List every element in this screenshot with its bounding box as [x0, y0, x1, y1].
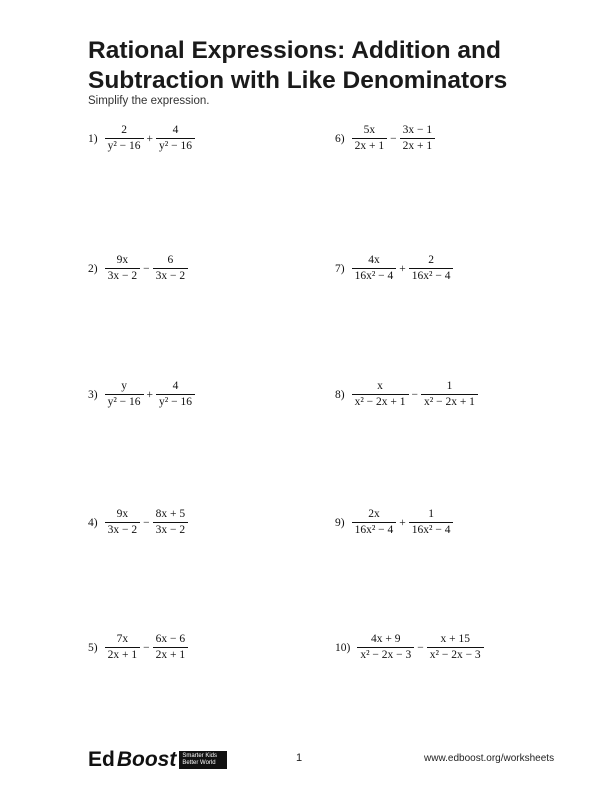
denominator: y² − 16 [105, 138, 144, 153]
denominator: 16x² − 4 [409, 522, 454, 537]
denominator: y² − 16 [105, 394, 144, 409]
fraction [105, 380, 144, 409]
denominator: x² − 2x + 1 [421, 394, 478, 409]
problem-number: 1) [88, 132, 98, 145]
operator: − [143, 641, 150, 654]
denominator: 16x² − 4 [409, 268, 454, 283]
denominator: y² − 16 [156, 394, 195, 409]
fraction [400, 124, 436, 153]
operator: − [143, 262, 150, 275]
denominator: 16x² − 4 [352, 268, 397, 283]
fraction [153, 633, 189, 662]
problem-number: 3) [88, 388, 98, 401]
operator: − [411, 388, 419, 401]
operator: + [146, 132, 154, 145]
operator: + [399, 516, 406, 529]
worksheet-title: Rational Expressions: Addition and Subtraction with Like Denominators [88, 37, 508, 94]
numerator: x [377, 380, 383, 392]
page-number: 1 [296, 752, 303, 764]
fraction [105, 254, 141, 283]
footer-url: www.edboost.org/worksheets [424, 753, 555, 764]
operator: + [399, 262, 406, 275]
denominator: x² − 2x + 1 [352, 394, 409, 409]
fraction [352, 254, 397, 283]
numerator: 2x [368, 508, 380, 520]
denominator: 2x + 1 [352, 138, 388, 153]
numerator: 2 [121, 124, 127, 136]
fraction [352, 380, 409, 409]
fraction [409, 254, 454, 283]
numerator: 4x [368, 254, 380, 266]
denominator: x² − 2x − 3 [357, 647, 414, 662]
fraction [409, 508, 454, 537]
operator: + [146, 388, 154, 401]
numerator: 1 [428, 508, 434, 520]
problem-number: 10) [335, 641, 351, 654]
numerator: 6 [167, 254, 174, 266]
numerator: 4x + 9 [371, 633, 401, 645]
denominator: 3x − 2 [105, 268, 141, 283]
problem-number: 9) [335, 516, 345, 529]
fraction [153, 254, 189, 283]
problem-number: 6) [335, 132, 345, 145]
numerator: 9x [116, 508, 129, 520]
logo-tagline: Smarter Kids Better World [179, 751, 227, 769]
problem-4 [88, 508, 189, 537]
fraction [352, 508, 397, 537]
denominator: 3x − 2 [105, 522, 141, 537]
fraction [153, 508, 189, 537]
numerator: 6x − 6 [155, 633, 186, 645]
numerator: 8x + 5 [155, 508, 186, 520]
numerator: 3x − 1 [402, 124, 433, 136]
logo-ed-text: Ed [88, 748, 115, 771]
problem-number: 4) [88, 516, 98, 529]
numerator: 7x [116, 633, 129, 645]
fraction [427, 633, 484, 662]
problem-3 [88, 380, 196, 409]
denominator: x² − 2x − 3 [427, 647, 484, 662]
fraction [352, 124, 388, 153]
operator: − [417, 641, 424, 654]
logo-boost-text: Boost [116, 748, 177, 771]
fraction [156, 380, 195, 409]
fraction [156, 124, 195, 153]
numerator: 4 [172, 380, 179, 392]
numerator: 4 [172, 124, 179, 136]
denominator: 2x + 1 [400, 138, 436, 153]
problem-9 [335, 508, 454, 537]
numerator: 1 [446, 380, 453, 392]
fraction [421, 380, 478, 409]
problem-number: 2) [88, 262, 98, 275]
problem-5 [88, 633, 189, 662]
numerator: 5x [363, 124, 376, 136]
fraction [357, 633, 414, 662]
denominator: 3x − 2 [153, 268, 189, 283]
problem-10 [335, 633, 485, 662]
denominator: 2x + 1 [153, 647, 189, 662]
numerator: x + 15 [440, 633, 470, 645]
problem-2 [88, 254, 189, 283]
denominator: 16x² − 4 [352, 522, 397, 537]
problem-8 [335, 380, 479, 409]
denominator: 2x + 1 [105, 647, 141, 662]
operator: − [390, 132, 397, 145]
problem-6 [335, 124, 436, 153]
fraction [105, 633, 141, 662]
instructions: Simplify the expression. [88, 95, 210, 107]
problem-number: 7) [335, 262, 345, 275]
problem-number: 5) [88, 641, 98, 654]
numerator: 9x [116, 254, 129, 266]
fraction [105, 508, 141, 537]
numerator: y [121, 380, 127, 392]
fraction [105, 124, 144, 153]
numerator: 2 [428, 254, 434, 266]
operator: − [143, 516, 150, 529]
problem-number: 8) [335, 388, 345, 401]
denominator: y² − 16 [156, 138, 195, 153]
denominator: 3x − 2 [153, 522, 189, 537]
problem-1 [88, 124, 196, 153]
problem-7 [335, 254, 454, 283]
edboost-logo [88, 748, 227, 772]
